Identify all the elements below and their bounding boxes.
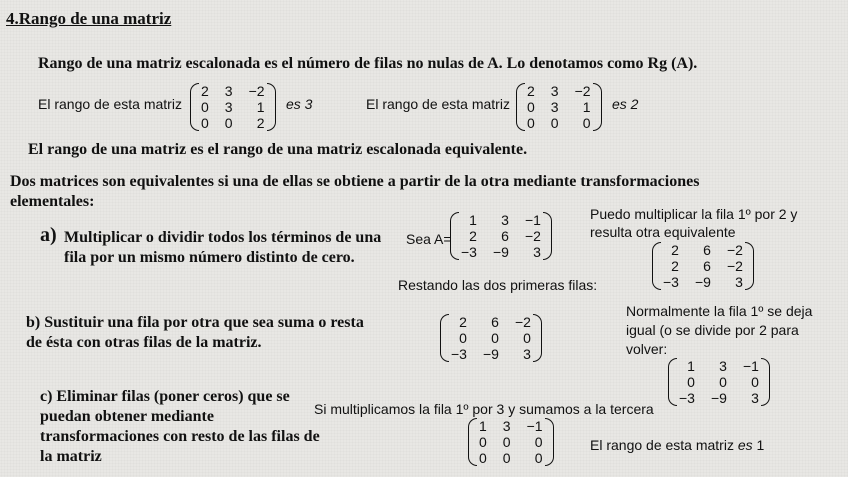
matrix-cell: 0 xyxy=(534,434,543,450)
matrix-cell: 0 xyxy=(523,330,531,346)
subtracted-grid xyxy=(449,314,533,362)
matrix-cell: 0 xyxy=(479,434,487,450)
matrix-cell: −1 xyxy=(742,358,759,374)
matrix-cell: 2 xyxy=(256,115,265,131)
matrix-cell: 2 xyxy=(671,258,679,274)
matrix-cell: 0 xyxy=(502,434,511,450)
equivalence-text: Dos matrices son equivalentes si una de ellas se obtiene a partir de la otra mediante transformaciones elementales: xyxy=(10,173,700,210)
rank-general-text: El rango de una matriz es el rango de una matriz escalonada equivalente. xyxy=(28,141,528,158)
matrix-cell: 6 xyxy=(703,242,711,258)
matrix-cell: 3 xyxy=(523,346,531,362)
matrix-cell: 1 xyxy=(687,358,695,374)
normal-matrix xyxy=(668,358,770,406)
final-rank-label: El rango de esta matriz xyxy=(590,437,734,453)
multiply-note: Puedo multiplicar la fila 1º por 2 y resulta otra equivalente xyxy=(590,206,798,240)
right-paren xyxy=(745,242,754,290)
matrix-cell: −3 xyxy=(461,244,477,260)
right-paren xyxy=(543,212,552,260)
matrix-cell: 0 xyxy=(719,374,727,390)
matrix-cell: −3 xyxy=(451,346,467,362)
matrix-cell: 3 xyxy=(550,83,559,99)
matrix-cell: −2 xyxy=(514,314,531,330)
matrix-cell: 0 xyxy=(534,450,543,466)
left-paren xyxy=(468,418,477,466)
matrix-cell: −9 xyxy=(710,390,727,406)
left-paren xyxy=(516,83,525,131)
matrix-cell: 3 xyxy=(719,358,727,374)
example1-matrix xyxy=(190,83,276,131)
third-note: Si multiplicamos la fila 1º por 3 y sumamos a la tercera xyxy=(314,401,654,417)
matrix-cell: 2 xyxy=(459,314,467,330)
matrix-cell: 0 xyxy=(582,115,591,131)
matrix-cell: 0 xyxy=(687,374,695,390)
left-paren xyxy=(668,358,677,406)
matrix-cell: 1 xyxy=(479,418,487,434)
right-paren xyxy=(593,83,602,131)
matrix-cell: 6 xyxy=(491,314,499,330)
right-paren xyxy=(533,314,542,362)
matrix-cell: −3 xyxy=(679,390,695,406)
final-rank-text xyxy=(590,437,764,453)
example2-matrix xyxy=(516,83,602,131)
final-matrix xyxy=(468,418,554,466)
matrix-cell: 3 xyxy=(224,83,233,99)
matrix-cell: 3 xyxy=(501,212,509,228)
matrix-cell: 6 xyxy=(703,258,711,274)
left-paren xyxy=(652,242,661,290)
matrix-cell: 3 xyxy=(224,99,233,115)
matrix-cell: −2 xyxy=(524,228,541,244)
matrix-cell: −1 xyxy=(526,418,543,434)
example2-label: El rango de esta matriz xyxy=(366,96,510,112)
transform-b-text: b) Sustituir una fila por otra que sea suma o resta de ésta con otras filas de la matriz. xyxy=(26,314,364,351)
final-rank-value: 1 xyxy=(756,437,765,453)
matrix-cell: 3 xyxy=(735,274,743,290)
example1-label: El rango de esta matriz xyxy=(38,96,182,112)
matrix-cell: 3 xyxy=(502,418,511,434)
left-paren xyxy=(450,212,459,260)
transform-a-text: Multiplicar o dividir todos los términos de una fila por un mismo número distinto de cero. xyxy=(64,229,382,266)
normal-grid xyxy=(677,358,761,406)
final-rank-es: es xyxy=(737,437,753,453)
matrix-cell: −2 xyxy=(726,258,743,274)
matrix-cell: 0 xyxy=(550,115,559,131)
matrix-cell: 1 xyxy=(469,212,477,228)
matrix-cell: 6 xyxy=(501,228,509,244)
matrix-cell: −2 xyxy=(574,83,591,99)
matrix-cell: 2 xyxy=(201,83,209,99)
multiplied-grid xyxy=(661,242,745,290)
example1-result: es 3 xyxy=(286,96,313,112)
matrix-cell: 3 xyxy=(550,99,559,115)
matrix-cell: −9 xyxy=(492,244,509,260)
matrix-cell: 0 xyxy=(459,330,467,346)
matrix-cell: −9 xyxy=(482,346,499,362)
matrix-cell: 2 xyxy=(469,228,477,244)
normal-note: Normalmente la fila 1º se deja igual (o se divide por 2 para volver: xyxy=(626,303,813,357)
left-paren xyxy=(440,314,449,362)
transform-c-text: c) Eliminar filas (poner ceros) que se puedan obtener mediante transformaciones con resto de las filas de la matriz xyxy=(40,388,320,465)
matrix-cell: 2 xyxy=(671,242,679,258)
matrix-cell: 3 xyxy=(751,390,759,406)
matrix-cell: −2 xyxy=(248,83,265,99)
matrix-cell: 1 xyxy=(256,99,265,115)
final-grid xyxy=(477,418,545,466)
matrix-cell: 1 xyxy=(582,99,591,115)
right-paren xyxy=(267,83,276,131)
right-paren xyxy=(545,418,554,466)
matrix-cell: 0 xyxy=(201,99,209,115)
page-title: 4.Rango de una matriz xyxy=(6,9,172,28)
matrix-cell: −9 xyxy=(694,274,711,290)
matrix-cell: 0 xyxy=(751,374,759,390)
sea-a-grid xyxy=(459,212,543,260)
matrix-cell: 0 xyxy=(224,115,233,131)
matrix-cell: 0 xyxy=(479,450,487,466)
definition-text: Rango de una matriz escalonada es el número de filas no nulas de A. Lo denotamos como Rg (A). xyxy=(38,55,698,72)
right-paren xyxy=(761,358,770,406)
matrix-cell: 3 xyxy=(533,244,541,260)
left-paren xyxy=(190,83,199,131)
example2-grid xyxy=(525,83,593,131)
matrix-cell: 0 xyxy=(502,450,511,466)
transform-a-letter: a) xyxy=(40,224,57,246)
subtract-note: Restando las dos primeras filas: xyxy=(398,277,598,293)
matrix-cell: 0 xyxy=(201,115,209,131)
matrix-cell: 2 xyxy=(527,83,535,99)
matrix-cell: 0 xyxy=(527,115,535,131)
example1-grid xyxy=(199,83,267,131)
matrix-cell: 0 xyxy=(527,99,535,115)
multiplied-matrix xyxy=(652,242,754,290)
subtracted-matrix xyxy=(440,314,542,362)
matrix-cell: −1 xyxy=(524,212,541,228)
matrix-cell: −3 xyxy=(663,274,679,290)
sea-a-matrix xyxy=(450,212,552,260)
sea-a-label: Sea A= xyxy=(406,231,452,247)
matrix-cell: 0 xyxy=(491,330,499,346)
matrix-cell: −2 xyxy=(726,242,743,258)
example2-result: es 2 xyxy=(612,96,639,112)
